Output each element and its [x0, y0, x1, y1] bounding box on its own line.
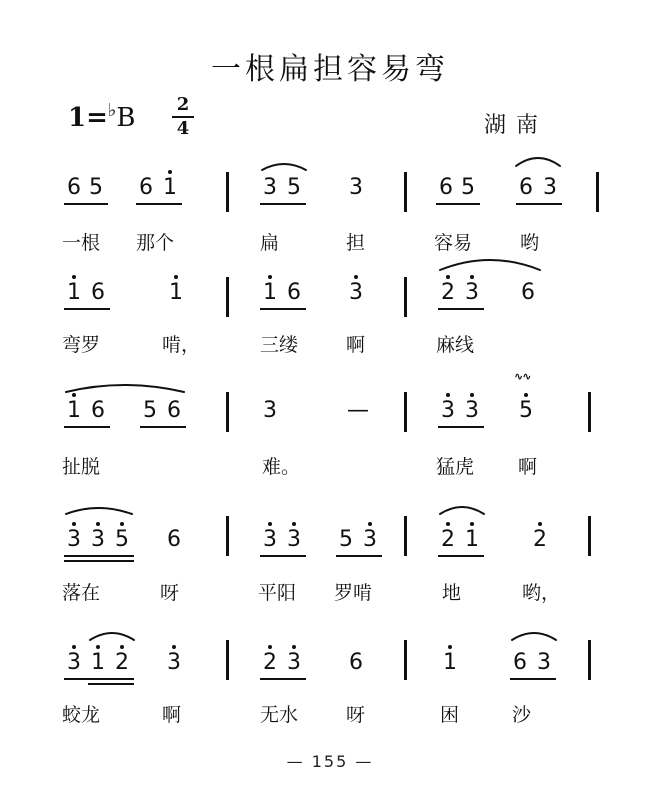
lyric: 一根 [62, 232, 101, 254]
slur-arc [66, 385, 184, 392]
note: 1 [443, 650, 457, 675]
lyric: 地 [442, 582, 462, 604]
lyric: 平阳 [258, 582, 297, 604]
note: 3 [287, 650, 301, 675]
flat-sign: ♭ [107, 100, 117, 121]
note: 2 [263, 650, 277, 675]
slur-arc [440, 507, 484, 514]
dash-extension: — [347, 398, 369, 423]
note: 3 [263, 527, 277, 552]
note: 2 [441, 280, 455, 305]
note: 6 [167, 527, 181, 552]
lyric: 三缕 [260, 334, 299, 356]
note: 3 [67, 527, 81, 552]
lyric: 哟 [520, 232, 540, 254]
note: 1 [67, 280, 81, 305]
key-note: B [116, 103, 136, 133]
note: 5 [519, 398, 533, 423]
lyric: 那个 [136, 232, 175, 254]
slur-arc [262, 164, 306, 170]
note: 2 [441, 527, 455, 552]
region-label: 湖南 [484, 113, 549, 138]
slur-arc [512, 633, 556, 640]
trill-ornament-icon: ∿∿ [514, 370, 531, 383]
note: 3 [441, 398, 455, 423]
note: 1 [67, 398, 81, 423]
lyric: 啊 [346, 334, 366, 356]
note: 1 [169, 280, 183, 305]
note: 3 [363, 527, 377, 552]
note: 5 [287, 175, 301, 200]
lyric: 落在 [62, 582, 101, 604]
note: 6 [521, 280, 535, 305]
lyric: 呀 [346, 704, 366, 726]
note: 1 [91, 650, 105, 675]
page-number: — 155 — [286, 752, 374, 771]
note: 6 [287, 280, 301, 305]
note: 6 [513, 650, 527, 675]
note: 5 [143, 398, 157, 423]
note: 3 [91, 527, 105, 552]
time-signature-bottom: 4 [176, 118, 190, 139]
note: 2 [533, 527, 547, 552]
lyric: 担 [346, 232, 366, 254]
note: 3 [167, 650, 181, 675]
lyric: 无水 [260, 704, 299, 726]
note: 5 [339, 527, 353, 552]
note: 3 [465, 280, 479, 305]
note: 5 [115, 527, 129, 552]
slur-arc [440, 260, 540, 270]
lyric: 蛟龙 [62, 704, 101, 726]
note: 2 [115, 650, 129, 675]
lyric: 困 [440, 704, 460, 726]
lyric: 扯脱 [62, 456, 101, 478]
note: 3 [465, 398, 479, 423]
note: 6 [349, 650, 363, 675]
lyric: 难。 [262, 456, 301, 478]
lyric: 啃， [162, 334, 201, 356]
song-title: 一根扁担容易弯 [211, 52, 449, 87]
lyric: 麻线 [436, 334, 475, 356]
note: 6 [91, 280, 105, 305]
slur-arc [90, 633, 134, 640]
lyric: 哟， [522, 582, 561, 604]
slur-arc [516, 158, 560, 166]
time-signature-top: 2 [176, 94, 190, 115]
lyric: 容易 [434, 232, 473, 254]
note: 6 [139, 175, 153, 200]
note: 3 [349, 175, 363, 200]
lyric: 呀 [160, 582, 180, 604]
note: 3 [349, 280, 363, 305]
note: 6 [519, 175, 533, 200]
note: 1 [465, 527, 479, 552]
slur-arc [66, 508, 132, 514]
note: 3 [67, 650, 81, 675]
lyric: 猛虎 [436, 456, 475, 478]
note: 3 [263, 175, 277, 200]
note: 3 [263, 398, 277, 423]
lyric: 啊 [518, 456, 538, 478]
note: 6 [167, 398, 181, 423]
lyric: 扁 [260, 232, 280, 254]
note: 1 [163, 175, 177, 200]
note: 3 [537, 650, 551, 675]
lyric: 啊 [162, 704, 182, 726]
note: 6 [439, 175, 453, 200]
note: 1 [263, 280, 277, 305]
lyric: 弯罗 [62, 334, 101, 356]
key-prefix: 1= [68, 103, 108, 133]
note: 6 [91, 398, 105, 423]
note: 3 [543, 175, 557, 200]
lyric: 罗啃 [334, 582, 373, 604]
note: 5 [89, 175, 103, 200]
lyric: 沙 [512, 704, 532, 726]
note: 6 [67, 175, 81, 200]
note: 5 [461, 175, 475, 200]
note: 3 [287, 527, 301, 552]
